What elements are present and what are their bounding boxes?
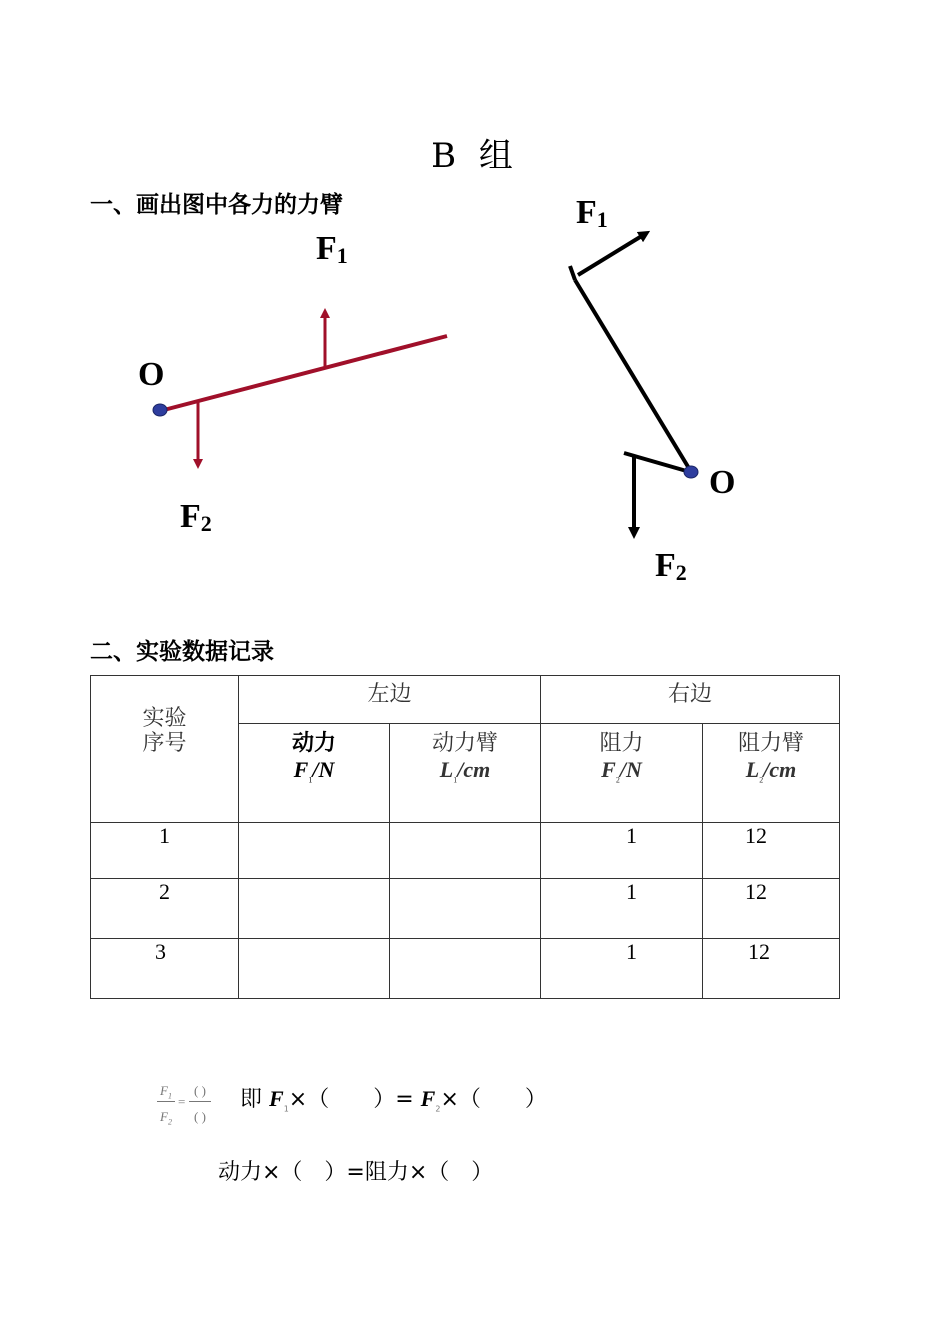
section-heading-lever-arms: 一、画出图中各力的力臂 [90,192,343,218]
section-heading-data-record: 二、实验数据记录 [90,639,274,665]
lever-left-pivot-dot [153,404,167,416]
lever-right-bar [575,280,690,470]
cell-effort-arm[interactable] [390,939,541,999]
page-title: B 组 [431,136,519,176]
header-load: 阻力 $F_2/N$ [541,724,703,823]
lever-right [570,234,698,533]
cell-effort[interactable] [239,823,390,879]
header-experiment-index: 实验 序号 [91,676,239,823]
lever-left [153,313,447,464]
lever-right-f1-arrow [578,234,645,275]
left-pivot-label: O [138,356,165,393]
cell-load-arm: 12 [703,879,840,939]
cell-effort-arm[interactable] [390,823,541,879]
header-effort: 动力 $F_1/N$ [239,724,390,823]
left-f1-label: $F_1$ [316,230,348,268]
formula-line-1: 即 $F_1\times$（ ）= $F_2\times$（ ） [240,1086,547,1114]
cell-effort-arm[interactable] [390,879,541,939]
cell-index: 2 [91,879,239,939]
experiment-data-table [90,675,840,999]
cell-load-arm: 12 [703,939,840,999]
right-pivot-label: O [709,464,736,501]
cell-load: 1 [541,939,703,999]
lever-right-top-tick [570,266,575,280]
cell-effort[interactable] [239,879,390,939]
table-row [91,939,840,999]
right-f1-label: $F_1$ [576,194,608,232]
right-f2-label: $F_2$ [655,547,687,585]
cell-index: 3 [91,939,239,999]
lever-left-bar [160,336,447,411]
formula-line-2: 动力×（ ）=阻力×（ ） [218,1160,494,1185]
header-load-arm: 阻力臂 $L_2/cm$ [703,724,840,823]
left-f2-label: $F_2$ [180,498,212,536]
table-row [91,879,840,939]
header-group-right: 右边 [541,676,840,724]
lever-diagrams [0,0,950,620]
table-row [91,823,840,879]
cell-load-arm: 12 [703,823,840,879]
cell-index: 1 [91,823,239,879]
cell-load: 1 [541,879,703,939]
header-group-left: 左边 [239,676,541,724]
cell-load: 1 [541,823,703,879]
lever-right-pivot-dot [684,466,698,478]
cell-effort[interactable] [239,939,390,999]
header-effort-arm: 动力臂 $L_1/cm$ [390,724,541,823]
